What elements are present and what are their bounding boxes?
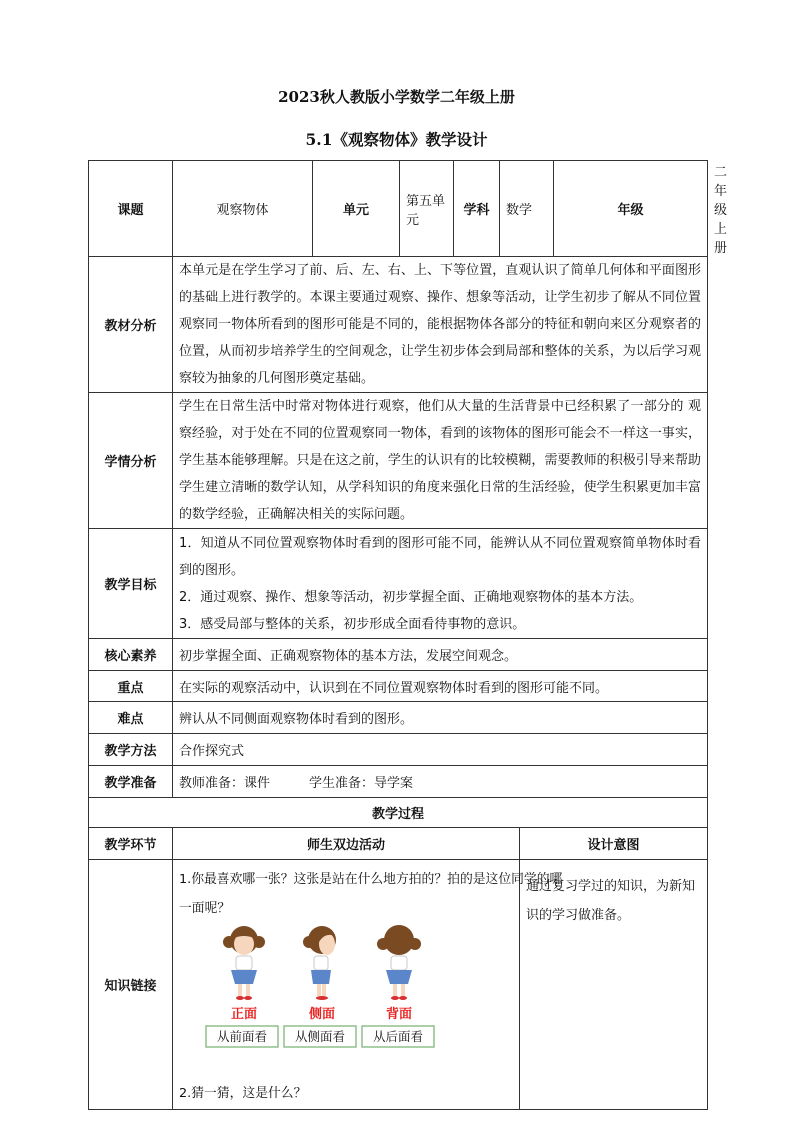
child-front-figure — [223, 926, 265, 1000]
unit-label-text: 单元 — [343, 203, 370, 218]
topic-label: 课题 — [89, 161, 173, 257]
caption-side: 从侧面看 — [294, 1029, 346, 1044]
student-analysis-text: 学生在日常生活中时常对物体进行观察，他们从大量的生活背景中已经积累了一部分的 观察经验，对于处在不同的位置观察同一物体，看到的该物体的图形可能会不一样这一事实，学生基本能够理解。只是在这之前，学生的认识有的比较模糊，需要教师的积极引导来帮助学生建立清晰的数学认知，从学科知识的角度来强化日常的生活经验，使学生积累更加丰富的数学经验，正确解决相关的实际问题。 — [173, 393, 708, 529]
info-row: 课题 观察物体 单元 第五单元 学科 数学 年级 二年级上册 — [89, 161, 708, 257]
caption-back: 从后面看 — [372, 1029, 424, 1044]
document-title: 2023秋人教版小学数学二年级上册 — [278, 88, 515, 106]
goals-row — [89, 529, 708, 639]
goals-label: 教学目标 — [89, 529, 173, 639]
key-point-row — [89, 671, 708, 702]
col-intent-header: 设计意图 — [520, 828, 708, 860]
document-subtitle: 5.1《观察物体》教学设计 — [305, 130, 488, 149]
goal-item: 2．通过观察、操作、想象等活动，初步掌握全面、正确地观察物体的基本方法。 — [179, 589, 643, 605]
student-analysis-row — [89, 393, 708, 529]
question-2: 2.猜一猜，这是什么？ — [179, 1086, 307, 1101]
child-views-illustration — [201, 920, 441, 1055]
key-point-label: 重点 — [89, 671, 173, 702]
col-stage-header: 教学环节 — [89, 828, 173, 860]
method-text: 合作探究式 — [173, 734, 708, 766]
col-activity-header: 师生双边活动 — [173, 828, 520, 860]
stage-knowledge-link-label: 知识链接 — [89, 860, 173, 1110]
goal-item: 3．感受局部与整体的关系，初步形成全面看待事物的意识。 — [179, 616, 526, 632]
difficulty-row — [89, 702, 708, 734]
stage-knowledge-link-row — [89, 860, 708, 1110]
preparation-label: 教学准备 — [89, 766, 173, 798]
unit-label-cell — [313, 161, 400, 257]
process-header-row — [89, 828, 708, 860]
question-1: 1.你最喜欢哪一张？这张是站在什么地方拍的？拍的是这位同学的哪一面呢？ — [179, 872, 563, 916]
student-analysis-label: 学情分析 — [89, 393, 173, 529]
material-analysis-label: 教材分析 — [89, 257, 173, 393]
intent-cell: 通过复习学过的知识，为新知识的学习做准备。 — [520, 860, 708, 1110]
core-text: 初步掌握全面、正确观察物体的基本方法，发展空间观念。 — [173, 639, 708, 671]
topic-value: 观察物体 — [173, 161, 313, 257]
material-analysis-row — [89, 257, 708, 393]
grade-label: 年级 — [554, 161, 708, 257]
view-label-front: 正面 — [230, 1007, 258, 1022]
activity-cell — [173, 860, 563, 1110]
method-row — [89, 734, 708, 766]
core-row — [89, 639, 708, 671]
process-title: 教学过程 — [89, 798, 708, 828]
process-title-row — [89, 798, 708, 828]
subject-value: 数学 — [500, 161, 554, 257]
unit-value: 第五单元 — [400, 161, 454, 257]
goals-list — [173, 529, 708, 639]
view-label-back: 背面 — [385, 1007, 413, 1022]
material-analysis-text: 本单元是在学生学习了前、后、左、右、上、下等位置，直观认识了简单几何体和平面图形的基础上进行教学的。本课主要通过观察、操作、想象等活动，让学生初步了解从不同位置观察同一物体所看到的图形可能是不同的，能根据物体各部分的特征和朝向来区分观察者的位置，从而初步培养学生的空间观念，让学生初步体会到局部和整体的关系，为以后学习观察较为抽象的几何图形奠定基础。 — [173, 257, 708, 393]
child-side-figure — [303, 926, 336, 1000]
caption-front: 从前面看 — [216, 1029, 268, 1044]
difficulty-text: 辨认从不同侧面观察物体时看到的图形。 — [173, 702, 708, 734]
preparation-text: 教师准备：课件 学生准备：导学案 — [173, 766, 708, 798]
goal-item: 1．知道从不同位置观察物体时看到的图形可能不同，能辨认从不同位置观察简单物体时看到的图形。 — [179, 535, 702, 578]
difficulty-label: 难点 — [89, 702, 173, 734]
child-back-figure — [377, 925, 421, 1000]
core-label: 核心素养 — [89, 639, 173, 671]
key-point-text: 在实际的观察活动中，认识到在不同位置观察物体时看到的图形可能不同。 — [173, 671, 708, 702]
lesson-plan-table — [88, 160, 728, 1110]
subject-label: 学科 — [454, 161, 500, 257]
view-label-side: 侧面 — [308, 1007, 336, 1022]
method-label: 教学方法 — [89, 734, 173, 766]
preparation-row — [89, 766, 708, 798]
